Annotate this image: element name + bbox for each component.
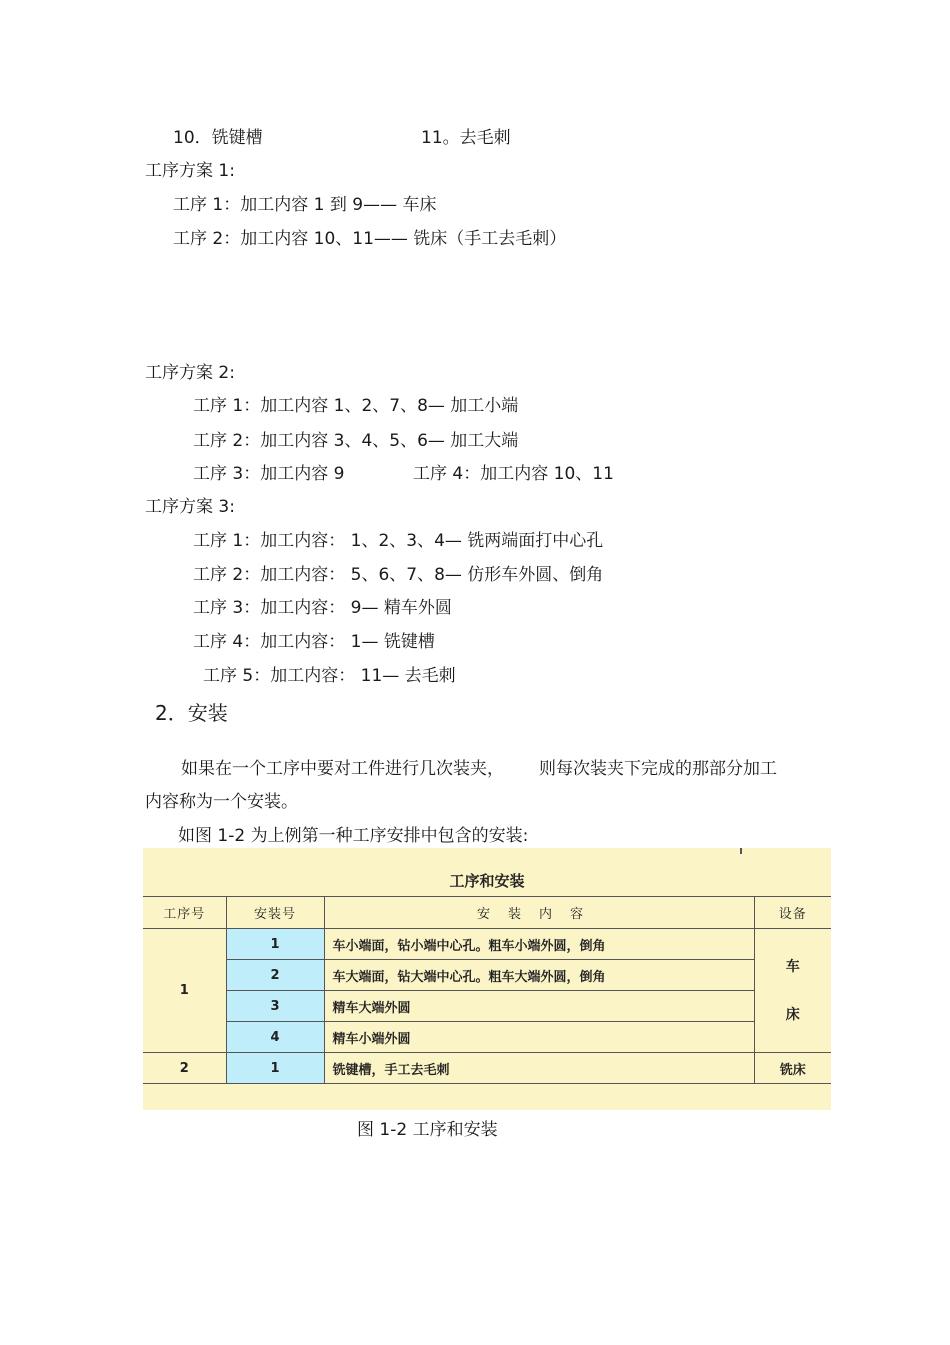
item-10: 10．铣键槽 (173, 128, 263, 148)
plan-3-step-2: 工序 2：加工内容： 5、6、7、8— 仿形车外圆、倒角 (193, 565, 604, 585)
equipment-char-1: 车 (785, 958, 800, 975)
header-setup-content: 安装内容 (324, 897, 754, 929)
equipment-cell: 铣床 (754, 1053, 831, 1084)
header-process-no: 工序号 (143, 897, 226, 929)
setup-content-cell: 铣键槽，手工去毛刺 (324, 1053, 754, 1084)
table-row (143, 991, 831, 1022)
setup-number-cell: 3 (226, 991, 324, 1022)
section-heading: 2．安装 (155, 701, 228, 725)
paragraph-line-1a: 如果在一个工序中要对工件进行几次装夹， (181, 759, 504, 779)
figure-caption: 图 1-2 工序和安装 (357, 1120, 498, 1140)
table-row (143, 1022, 831, 1053)
setup-content-cell: 车大端面，钻大端中心孔。粗车大端外圆，倒角 (324, 960, 754, 991)
table-title: 工序和安装 (449, 872, 525, 890)
process-setup-table (143, 896, 831, 1084)
plan-2-heading: 工序方案 2: (145, 363, 235, 383)
plan-1-heading: 工序方案 1: (145, 161, 235, 181)
paragraph-line-1b: 则每次装夹下完成的那部分加工 (539, 759, 777, 779)
plan-2-step-1: 工序 1：加工内容 1、2、7、8— 加工小端 (193, 396, 519, 416)
plan-2-step-3: 工序 3：加工内容 9 (193, 464, 345, 484)
setup-number-cell: 1 (226, 929, 324, 960)
process-setup-table-figure (143, 848, 831, 1110)
item-11: 11。去毛刺 (421, 128, 511, 148)
plan-3-step-4: 工序 4：加工内容： 1— 铣键槽 (193, 632, 435, 652)
table-row (143, 960, 831, 991)
plan-1-step-2: 工序 2：加工内容 10、11—— 铣床（手工去毛刺） (173, 229, 567, 249)
header-setup-no: 安装号 (226, 897, 324, 929)
process-number-cell: 2 (143, 1053, 226, 1084)
paragraph-line-3: 如图 1-2 为上例第一种工序安排中包含的安装: (178, 826, 529, 846)
equipment-cell (754, 929, 831, 1053)
plan-2-step-4: 工序 4：加工内容 10、11 (413, 464, 614, 484)
equipment-char-2: 床 (785, 1006, 800, 1023)
setup-number-cell: 1 (226, 1053, 324, 1084)
plan-3-step-1: 工序 1：加工内容： 1、2、3、4— 铣两端面打中心孔 (193, 531, 604, 551)
setup-content-cell: 精车小端外圆 (324, 1022, 754, 1053)
process-number-cell: 1 (143, 929, 226, 1053)
setup-content-cell: 精车大端外圆 (324, 991, 754, 1022)
plan-3-heading: 工序方案 3: (145, 497, 235, 517)
plan-2-step-2: 工序 2：加工内容 3、4、5、6— 加工大端 (193, 431, 519, 451)
setup-number-cell: 4 (226, 1022, 324, 1053)
scan-mark (740, 848, 742, 854)
setup-number-cell: 2 (226, 960, 324, 991)
plan-1-step-1: 工序 1：加工内容 1 到 9—— 车床 (173, 195, 437, 215)
setup-content-cell: 车小端面，钻小端中心孔。粗车小端外圆，倒角 (324, 929, 754, 960)
header-equipment: 设备 (754, 897, 831, 929)
paragraph-line-2: 内容称为一个安装。 (145, 792, 298, 812)
plan-3-step-5: 工序 5：加工内容： 11— 去毛刺 (203, 666, 456, 686)
table-row (143, 1053, 831, 1084)
table-row (143, 929, 831, 960)
table-header-row (143, 897, 831, 929)
plan-3-step-3: 工序 3：加工内容： 9— 精车外圆 (193, 598, 452, 618)
